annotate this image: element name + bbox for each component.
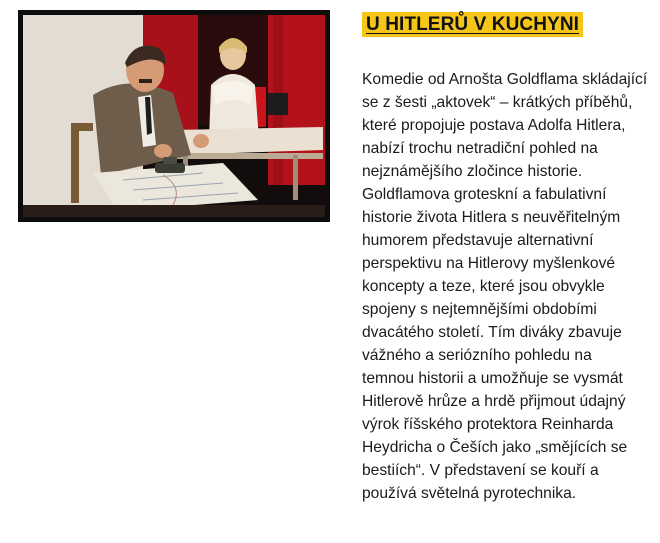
article-body: Komedie od Arnošta Goldflama skládající se z šesti „aktovek“ – krátkých příběhů, které propojuje postava Adolfa Hitlera, nabízí trochu netradiční pohled na nejznámějšího zločince historie. Goldflamova groteskní a fabulativní historie života Hitlera s neuvěřitelným humorem představuje alternativní perspektivu na Hitlerovy myšlenkové koncepty a teze, které jsou obvykle spojeny s nejtemnějšími obdobími dvacátého století. Tím diváky zbavuje vážného a seriózního pohledu na temnou historii a umožňuje se vysmát Hitlerově hrůze a hrdě přijmout údajný výrok říšského protektora Reinharda Heydricha o Češích jako „smějících se bestiích“. V představení se kouří a používá světelná pyrotechnika. [362,71,648,502]
article-title[interactable]: U HITLERŮ V KUCHYNI [362,12,583,37]
stage-photo-image [23,15,325,217]
article [358,12,648,505]
stage-photo [18,10,330,222]
